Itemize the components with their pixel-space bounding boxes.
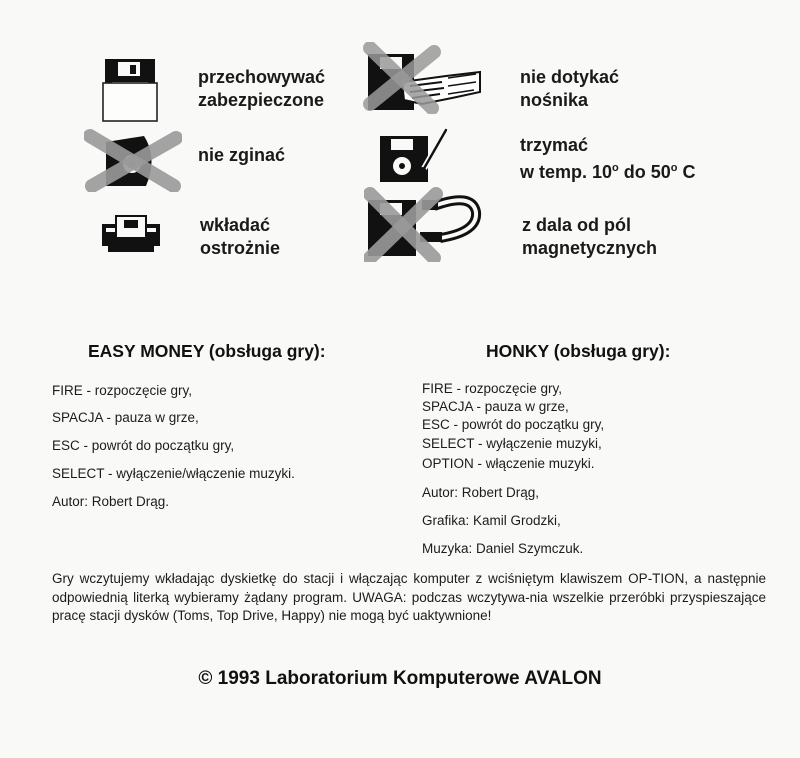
care-touch [520, 66, 619, 112]
honky-line: SELECT - wyłączenie muzyki, [422, 436, 602, 451]
copyright-footer: © 1993 Laboratorium Komputerowe AVALON [198, 668, 602, 689]
care-bend-line1: nie zginać [198, 145, 286, 165]
easy-money-author: Autor: Robert Drąg. [52, 494, 170, 509]
care-magnet-line2: magnetycznych [522, 238, 658, 258]
no-touch-hand-icon [362, 42, 484, 114]
temp-degree-2: o [670, 162, 678, 174]
care-magnet-line1: z dala od pól [522, 215, 632, 235]
thermometer-icon [378, 126, 450, 184]
easy-money-line: SELECT - wyłączenie/włączenie muzyki. [52, 466, 295, 481]
no-magnet-icon [364, 186, 482, 262]
temp-degree-1: o [612, 162, 619, 174]
floppy-in-sleeve-icon [102, 57, 158, 123]
temp-prefix: w temp. 10 [520, 162, 613, 182]
honky-line: SPACJA - pauza w grze, [422, 399, 569, 414]
honky-author: Autor: Robert Drąg, [422, 485, 540, 500]
easy-money-line: FIRE - rozpoczęcie gry, [52, 383, 193, 398]
honky-line: OPTION - włączenie muzyki. [422, 456, 595, 471]
easy-money-line: SPACJA - pauza w grze, [52, 410, 199, 425]
honky-title: HONKY (obsługa gry): [486, 341, 671, 361]
care-insert-line1: wkładać [200, 215, 271, 235]
care-touch-line1: nie dotykać [520, 67, 620, 87]
care-magnet [522, 214, 657, 260]
temp-mid: do 50 [618, 162, 671, 182]
easy-money-line: ESC - powrót do początku gry, [52, 438, 235, 453]
care-temperature [520, 134, 696, 184]
care-store-line1: przechowywać [198, 67, 326, 87]
honky-graphics: Grafika: Kamil Grodzki, [422, 513, 561, 528]
honky-line: ESC - powrót do początku gry, [422, 417, 605, 432]
temp-suffix: C [677, 162, 696, 182]
care-store [198, 66, 325, 112]
care-insert-line2: ostrożnie [200, 238, 281, 258]
loading-instructions: Gry wczytujemy wkładając dyskietkę do stacji i włączając komputer z wciśniętym klawiszem OP-TION, a następnie odpowiednią literką wybieramy żądany program. UWAGA: podczas wczytywa-nia wszelkie przeróbki przyspieszające pracę stacji dysków (Toms, Top Drive, Happy) nie mogą być uaktywnione! [52, 571, 766, 623]
care-temp-line1: trzymać [520, 135, 589, 155]
easy-money-title: EASY MONEY (obsługa gry): [88, 341, 326, 361]
care-store-line2: zabezpieczone [198, 90, 325, 110]
insert-drive-icon [100, 214, 162, 254]
care-touch-line2: nośnika [520, 90, 589, 110]
honky-line: FIRE - rozpoczęcie gry, [422, 381, 563, 396]
care-temp-line2 [520, 157, 696, 184]
no-bend-icon [84, 128, 182, 192]
care-insert [200, 214, 280, 260]
care-bend [198, 144, 285, 167]
honky-music: Muzyka: Daniel Szymczuk. [422, 541, 584, 556]
